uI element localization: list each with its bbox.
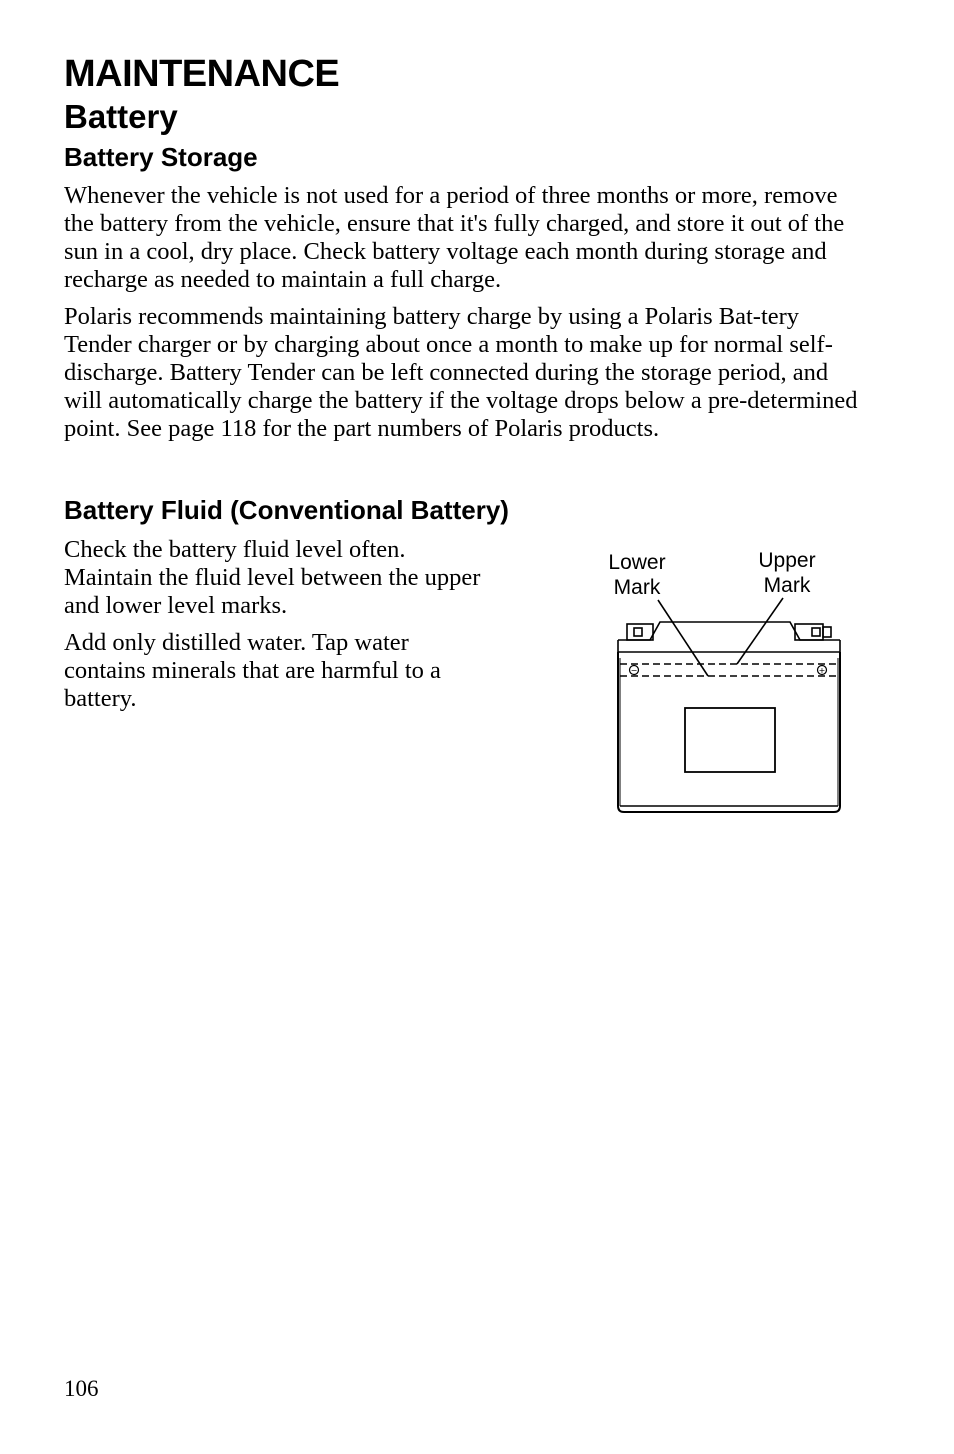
storage-paragraph-1: Whenever the vehicle is not used for a period of three months or more, remove the battery from the vehicle, ensure that it's fully charged, and store it out of the sun in a cool, dry place. Check battery voltage each month during storage and recharge as needed to maintain a full charge. bbox=[64, 182, 845, 293]
topic-title: Battery bbox=[64, 98, 178, 135]
battery-storage-heading: Battery Storage bbox=[64, 142, 258, 172]
fluid-paragraph-2: Add only distilled water. Tap water contains minerals that are harmful to a battery. bbox=[64, 629, 441, 712]
section-title: MAINTENANCE bbox=[64, 53, 340, 95]
upper-mark-leader bbox=[737, 598, 783, 664]
battery-label-plate bbox=[685, 708, 775, 772]
storage-paragraph-2: Polaris recommends maintaining battery charge by using a Polaris Bat-tery Tender charger or by charging about once a month to make up for normal self-discharge. Battery Tender can be left connected during the storage period, and will automatically charge the battery if the voltage drops below a pre-determined point. See page 118 for the part numbers of Polaris products. bbox=[64, 303, 858, 442]
battery-drawing bbox=[590, 540, 860, 820]
battery-fluid-heading: Battery Fluid (Conventional Battery) bbox=[64, 495, 509, 525]
lower-mark-label: Lower Mark bbox=[608, 551, 666, 599]
page-number: 106 bbox=[64, 1376, 99, 1401]
positive-symbol: + bbox=[818, 666, 826, 675]
negative-symbol: − bbox=[630, 666, 638, 675]
battery-case bbox=[618, 652, 840, 812]
fluid-paragraph-1: Check the battery fluid level often. Maintain the fluid level between the upper and lower level marks. bbox=[64, 536, 481, 619]
upper-mark-label: Upper Mark bbox=[758, 549, 816, 597]
negative-terminal bbox=[627, 624, 653, 640]
battery-fluid-level-diagram bbox=[590, 540, 860, 820]
